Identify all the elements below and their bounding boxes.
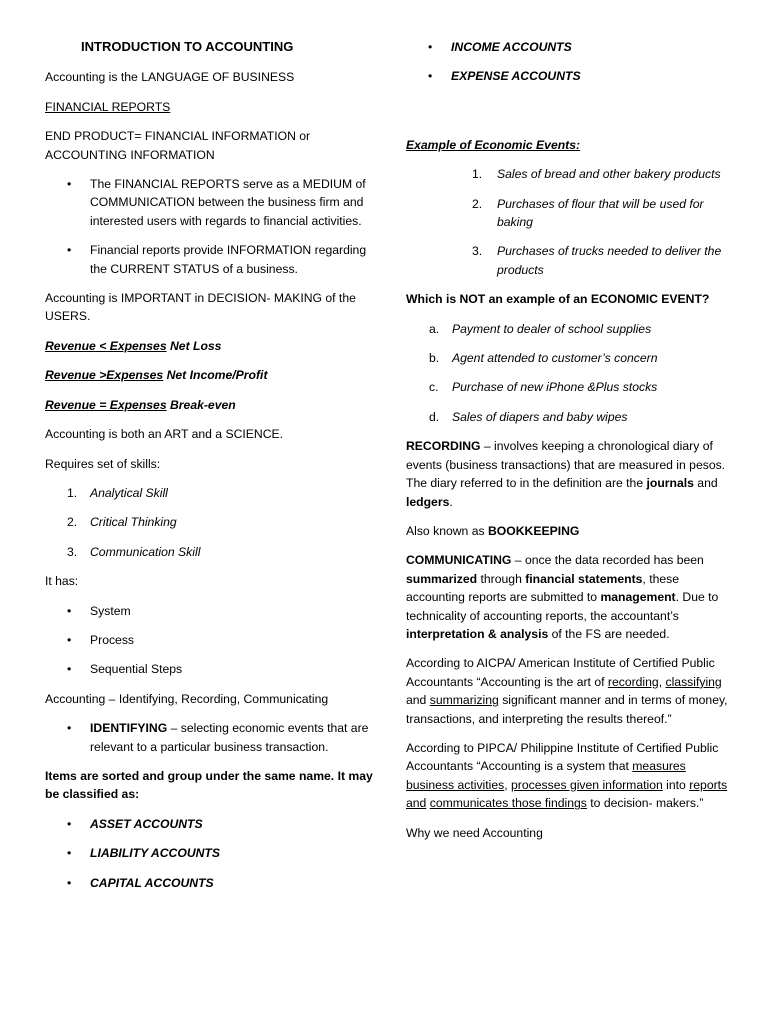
- revenue-break-even: Revenue = Expenses Break-even: [45, 397, 236, 412]
- list-item: • Process: [45, 631, 375, 649]
- examples-list: [406, 165, 731, 279]
- list-item: d. Sales of diapers and baby wipes: [429, 409, 628, 424]
- bullet-icon: •: [428, 40, 433, 54]
- list-item: 1. Analytical Skill: [67, 485, 168, 500]
- important-line: Accounting is IMPORTANT in DECISION- MAKING of the USERS.: [45, 291, 356, 324]
- financial-reports-bullets: [45, 175, 375, 278]
- list-item: • Financial reports provide INFORMATION regarding the CURRENT STATUS of a business.: [67, 243, 367, 276]
- skills-list: [45, 484, 375, 561]
- list-item: • INCOME ACCOUNTS: [406, 38, 731, 56]
- left-column: [45, 38, 375, 903]
- list-item: • System: [45, 602, 375, 620]
- bookkeeping-line: Also known as BOOKKEEPING: [406, 523, 580, 538]
- it-has-list: [45, 602, 375, 679]
- list-item: • EXPENSE ACCOUNTS: [406, 67, 731, 85]
- art-science-line: Accounting is both an ART and a SCIENCE.: [45, 427, 284, 442]
- list-item: 2. Purchases of flour that will be used for baking: [472, 196, 704, 230]
- language-line: Accounting is the LANGUAGE OF BUSINESS: [45, 70, 295, 85]
- list-item: 3. Communication Skill: [67, 544, 201, 559]
- bullet-icon: •: [428, 69, 433, 84]
- aicpa-paragraph: According to AICPA/ American Institute of Certified Public Accountants “Accounting is the art of recording, classifying and summarizing significant manner and in terms of money, transactions, and interpreting the results thereof.”: [406, 656, 728, 726]
- list-item: • IDENTIFYING – selecting economic events that are relevant to a particular business transaction.: [67, 721, 369, 754]
- bullet-icon: •: [67, 846, 72, 861]
- it-has-line: It has:: [45, 574, 79, 589]
- recording-paragraph: RECORDING – involves keeping a chronological diary of events (business transactions) that are measured in pesos. The diary referred to in the definition are the journals and ledgers.: [406, 439, 726, 509]
- why-line: Why we need Accounting: [406, 825, 543, 840]
- bullet-icon: •: [67, 177, 72, 192]
- bullet-icon: •: [67, 243, 72, 258]
- revenue-net-loss: Revenue < Expenses Net Loss: [45, 338, 222, 353]
- list-item: • ASSET ACCOUNTS: [45, 815, 375, 833]
- accounts-list-right: [406, 38, 731, 86]
- financial-reports-heading: FINANCIAL REPORTS: [45, 99, 171, 114]
- right-column: [406, 38, 731, 853]
- list-item: 1. Sales of bread and other bakery products: [472, 167, 721, 182]
- list-item: • LIABILITY ACCOUNTS: [45, 844, 375, 862]
- list-item: • Sequential Steps: [45, 660, 375, 678]
- identifying-list: [45, 719, 375, 756]
- end-product-line: END PRODUCT= FINANCIAL INFORMATION or ACCOUNTING INFORMATION: [45, 129, 311, 162]
- accounting-definition: Accounting – Identifying, Recording, Communicating: [45, 691, 329, 706]
- revenue-net-income: Revenue >Expenses Net Income/Profit: [45, 368, 268, 383]
- accounts-list-left: [45, 815, 375, 892]
- example-heading: Example of Economic Events:: [406, 137, 581, 152]
- items-sorted-line: Items are sorted and group under the same name. It may be classified as:: [45, 768, 373, 802]
- list-item: 2. Critical Thinking: [67, 515, 177, 530]
- bullet-icon: •: [67, 721, 72, 736]
- list-item: • CAPITAL ACCOUNTS: [45, 874, 375, 892]
- bullet-icon: •: [67, 875, 72, 890]
- communicating-paragraph: COMMUNICATING – once the data recorded has been summarized through financial statements, these accounting reports are submitted to management. Due to technicality of accounting reports, the accountant’s interpretation & analysis of the FS are needed.: [406, 553, 719, 641]
- page-title: INTRODUCTION TO ACCOUNTING: [81, 39, 294, 54]
- list-item: 3. Purchases of trucks needed to deliver the products: [472, 244, 722, 277]
- list-item: c. Purchase of new iPhone &Plus stocks: [429, 380, 658, 395]
- bullet-icon: •: [67, 662, 72, 677]
- question-line: Which is NOT an example of an ECONOMIC EVENT?: [406, 292, 710, 307]
- list-item: a. Payment to dealer of school supplies: [429, 321, 652, 336]
- requires-line: Requires set of skills:: [45, 456, 161, 471]
- pipca-paragraph: According to PIPCA/ Philippine Institute of Certified Public Accountants “Accounting is a system that measures business activities, processes given information into reports and communicates those findings to decision- makers.”: [406, 740, 728, 811]
- list-item: b. Agent attended to customer’s concern: [429, 351, 658, 366]
- bullet-icon: •: [67, 632, 72, 647]
- bullet-icon: •: [67, 816, 72, 831]
- list-item: • The FINANCIAL REPORTS serve as a MEDIUM of COMMUNICATION between the business firm and interested users with regards to financial activities.: [67, 177, 366, 228]
- choices-list: [406, 320, 731, 427]
- bullet-icon: •: [67, 603, 72, 618]
